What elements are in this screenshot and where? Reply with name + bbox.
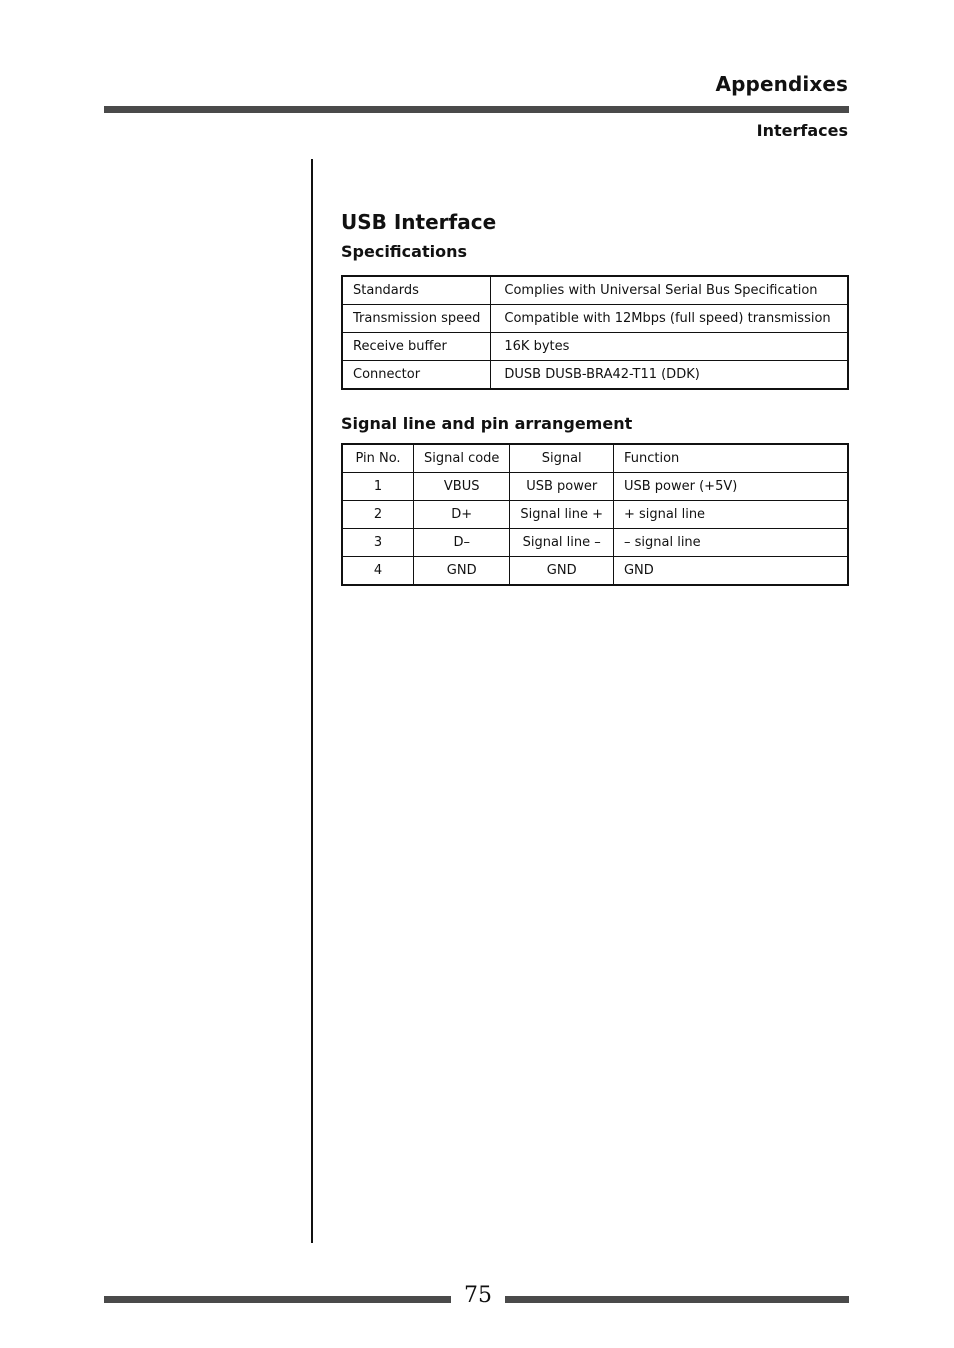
spec-label: Connector: [342, 361, 491, 390]
pin-arrangement-heading: Signal line and pin arrangement: [341, 414, 633, 433]
function: + signal line: [613, 501, 848, 529]
function: USB power (+5V): [613, 473, 848, 501]
table-row: [342, 305, 848, 333]
spec-value: DUSB DUSB-BRA42-T11 (DDK): [491, 361, 848, 390]
pin-number: 2: [342, 501, 414, 529]
column-header: Pin No.: [342, 444, 414, 473]
spec-value: 16K bytes: [491, 333, 848, 361]
column-header: Function: [613, 444, 848, 473]
pin-number: 4: [342, 557, 414, 586]
page-number: 75: [464, 1283, 492, 1308]
column-header: Signal: [510, 444, 614, 473]
spec-value: Compatible with 12Mbps (full speed) transmission: [491, 305, 848, 333]
subsection-title: Interfaces: [756, 121, 848, 140]
table-row: [342, 473, 848, 501]
spec-label: Transmission speed: [342, 305, 491, 333]
section-title: Appendixes: [715, 72, 848, 96]
function: – signal line: [613, 529, 848, 557]
spec-label: Receive buffer: [342, 333, 491, 361]
table-row: [342, 333, 848, 361]
signal: Signal line –: [510, 529, 614, 557]
column-header: Signal code: [414, 444, 510, 473]
specifications-table: [341, 275, 849, 390]
page-title: USB Interface: [341, 210, 497, 234]
signal-code: VBUS: [414, 473, 510, 501]
margin-rule: [311, 159, 313, 1243]
footer-rule-right: [505, 1296, 849, 1303]
spec-label: Standards: [342, 276, 491, 305]
signal-code: D+: [414, 501, 510, 529]
table-row: [342, 361, 848, 390]
table-row: [342, 501, 848, 529]
pin-number: 1: [342, 473, 414, 501]
pin-arrangement-table: [341, 443, 849, 586]
footer-rule-left: [104, 1296, 451, 1303]
signal-code: D–: [414, 529, 510, 557]
header-rule: [104, 106, 849, 113]
signal: GND: [510, 557, 614, 586]
signal: USB power: [510, 473, 614, 501]
table-header-row: [342, 444, 848, 473]
signal: Signal line +: [510, 501, 614, 529]
signal-code: GND: [414, 557, 510, 586]
pin-number: 3: [342, 529, 414, 557]
table-row: [342, 557, 848, 586]
table-row: [342, 276, 848, 305]
specifications-heading: Specifications: [341, 242, 467, 261]
spec-value: Complies with Universal Serial Bus Specification: [491, 276, 848, 305]
table-row: [342, 529, 848, 557]
function: GND: [613, 557, 848, 586]
